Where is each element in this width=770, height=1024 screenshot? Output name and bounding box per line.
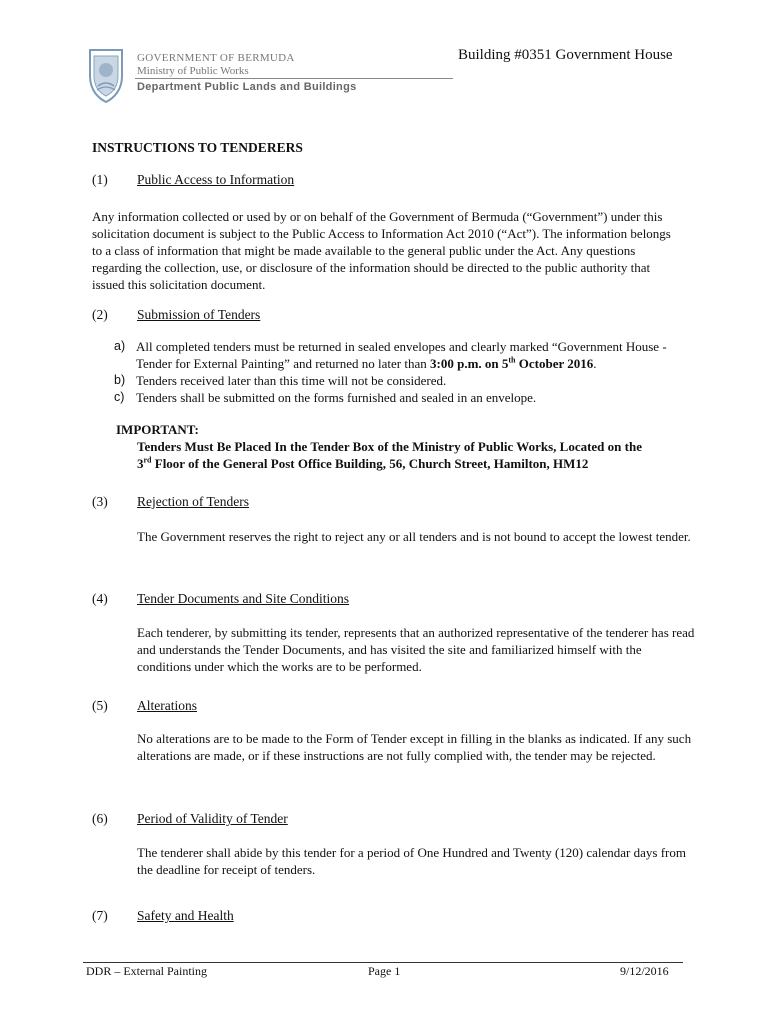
section-number: (6) — [92, 811, 108, 826]
header-rule — [135, 78, 453, 79]
section-heading: Alterations — [137, 698, 197, 713]
list-marker: a) — [114, 339, 126, 353]
list-item — [114, 338, 694, 372]
page-title: INSTRUCTIONS TO TENDERERS — [92, 140, 303, 155]
section-number: (1) — [92, 172, 108, 187]
list-item-text: Tenders received later than this time will not be considered. — [136, 373, 447, 388]
section-body: The tenderer shall abide by this tender for a period of One Hundred and Twenty (120) calendar days from the deadline for receipt of tenders. — [137, 845, 686, 877]
important-label: IMPORTANT: — [116, 422, 199, 437]
ministry-name: Ministry of Public Works — [137, 65, 249, 77]
section-body: The Government reserves the right to reject any or all tenders and is not bound to accept the lowest tender. — [137, 529, 691, 544]
section-heading: Safety and Health — [137, 908, 234, 923]
list-marker: c) — [114, 390, 125, 404]
section-number: (3) — [92, 494, 108, 509]
footer-date: 9/12/2016 — [620, 964, 669, 978]
footer-document-name: DDR – External Painting — [86, 964, 207, 978]
bermuda-crest-icon — [86, 46, 126, 104]
section-number: (7) — [92, 908, 108, 923]
list-item-text: Tenders shall be submitted on the forms furnished and sealed in an envelope. — [136, 390, 537, 405]
section-body: Any information collected or used by or on behalf of the Government of Bermuda (“Government”) under this solicitation document is subject to the Public Access to Information Act 2010 (“Act”). The information belongs to a class of information that might be made available to the general public under the Act. Any questions regarding the collection, use, or disclosure of the information should be directed to the public authority that issued this solicitation document. — [92, 209, 671, 292]
section-body: Each tenderer, by submitting its tender, represents that an authorized representative of the tenderer has read and understands the Tender Documents, and has visited the site and familiarized himself with the conditions under which the works are to be performed. — [137, 625, 695, 674]
section-body: No alterations are to be made to the Form of Tender except in filling in the blanks as indicated. If any such alterations are made, or if these instructions are not fully complied with, the tender may be rejected. — [137, 731, 692, 763]
footer-rule — [83, 962, 683, 963]
important-notice: Tenders Must Be Placed In the Tender Box of the Ministry of Public Works, Located on the 3rd Floor of the General Post Office Building, 56, Church Street, Hamilton, HM12 — [137, 439, 642, 471]
section-heading: Rejection of Tenders — [137, 494, 250, 509]
section-number: (5) — [92, 698, 108, 713]
section-number: (2) — [92, 307, 108, 322]
department-name: Department Public Lands and Buildings — [137, 81, 357, 93]
list-item — [114, 389, 694, 406]
government-name: GOVERNMENT OF BERMUDA — [137, 52, 295, 64]
list-marker: b) — [114, 373, 126, 387]
section-number: (4) — [92, 591, 108, 606]
section-heading: Tender Documents and Site Conditions — [137, 591, 350, 606]
list-item-text: All completed tenders must be returned in sealed envelopes and clearly marked “Government House - Tender for External Painting” and returned no later than 3:00 p.m. on 5th October 2016. — [136, 339, 667, 371]
section-heading: Submission of Tenders — [137, 307, 261, 322]
section-heading: Public Access to Information — [137, 172, 295, 187]
building-title: Building #0351 Government House — [458, 47, 673, 63]
section-heading: Period of Validity of Tender — [137, 811, 288, 826]
submission-list — [114, 338, 694, 406]
list-item — [114, 372, 694, 389]
footer-page-number: Page 1 — [368, 964, 401, 978]
